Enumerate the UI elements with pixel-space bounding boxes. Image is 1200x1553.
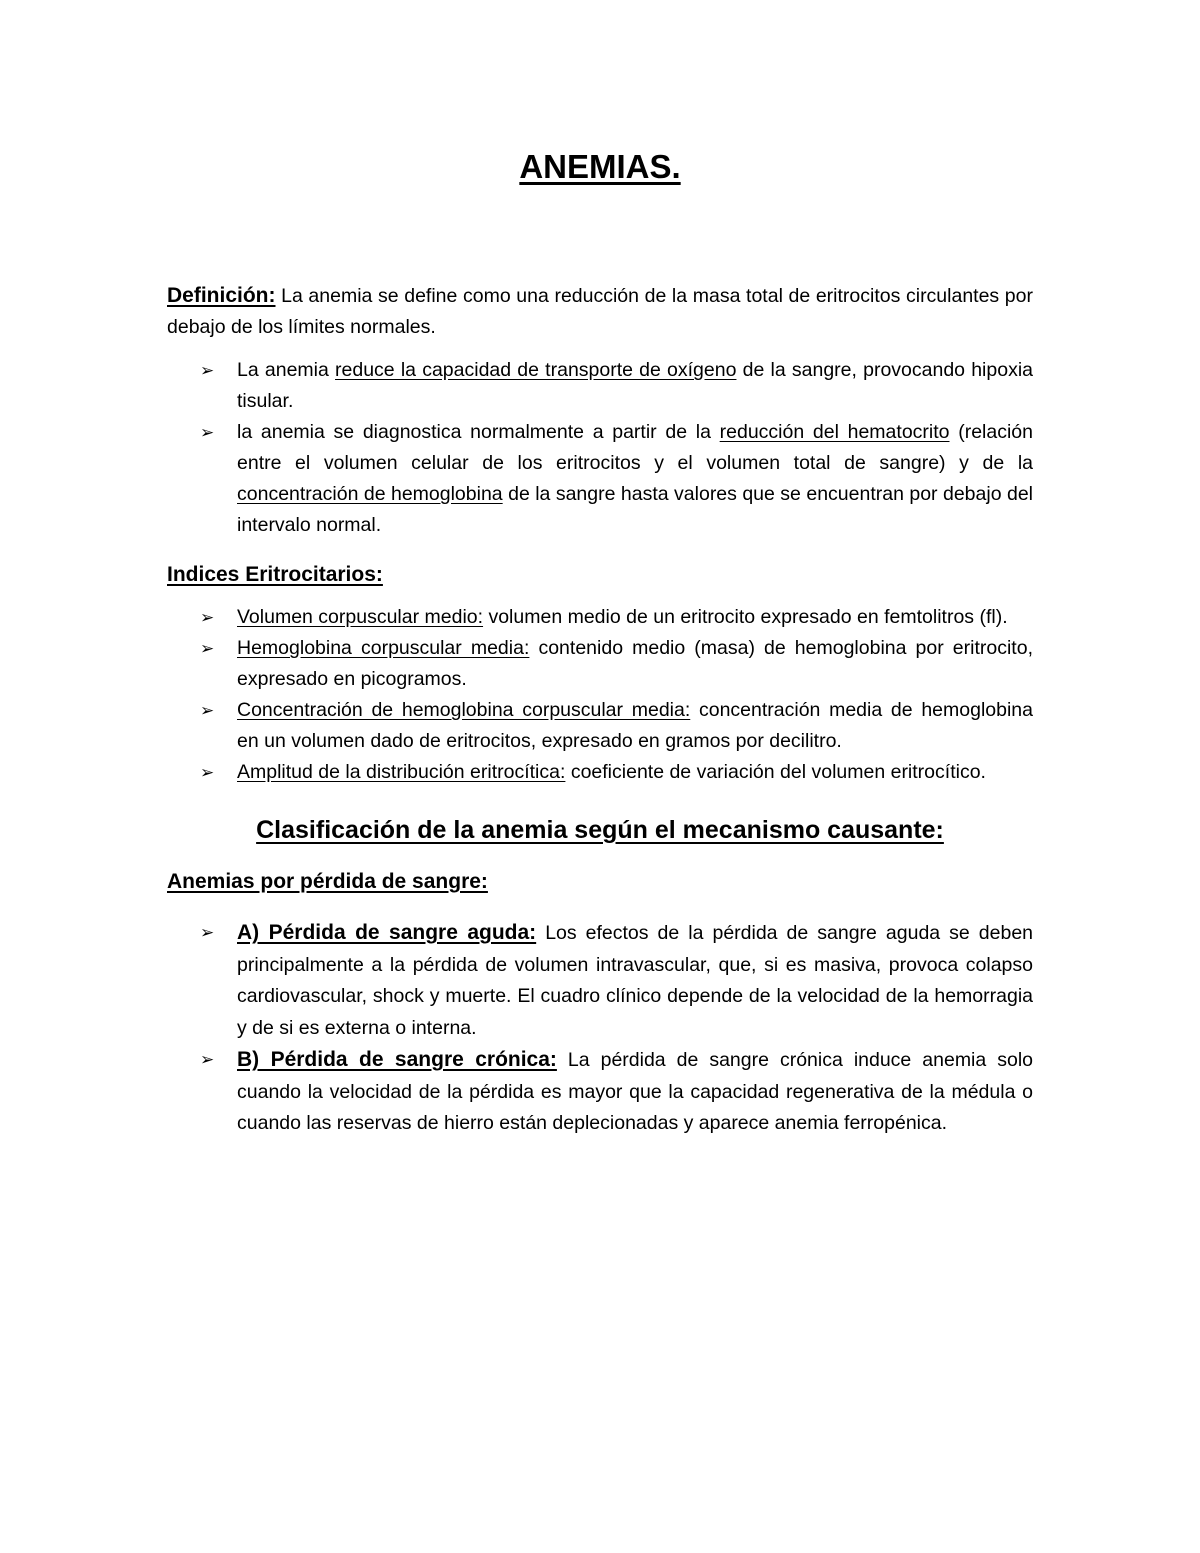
index-term: Hemoglobina corpuscular media:	[237, 637, 530, 659]
list-item	[167, 633, 1033, 695]
bullet-underlined-text: concentración de hemoglobina	[237, 483, 503, 505]
page-title: ANEMIAS.	[519, 148, 681, 185]
blood-loss-type-label: B) Pérdida de sangre crónica:	[237, 1048, 557, 1071]
bullet-text: de la sangre, provocando hipoxia tisular.	[237, 359, 1034, 412]
index-description: coeficiente de variación del volumen eritrocítico.	[565, 761, 986, 783]
index-description: contenido medio (masa) de hemoglobina por eritrocito, expresado en picogramos.	[237, 637, 1033, 690]
index-term: Volumen corpuscular medio:	[237, 606, 484, 628]
indices-heading: Indices Eritrocitarios:	[167, 563, 383, 586]
arrow-bullet-icon: ➢	[200, 608, 215, 627]
list-item	[167, 417, 1033, 541]
bullet-underlined-text: reducción del hematocrito	[719, 421, 950, 443]
index-term: Concentración de hemoglobina corpuscular media:	[237, 699, 691, 721]
arrow-bullet-icon: ➢	[200, 423, 215, 442]
list-item	[167, 1044, 1033, 1140]
classification-heading: Clasificación de la anemia según el mecanismo causante:	[256, 816, 944, 844]
definition-label: Definición:	[167, 284, 276, 307]
bullet-text: (relación entre el volumen celular de los eritrocitos y el volumen total de sangre) y de la	[237, 421, 1033, 474]
blood-loss-type-label: A) Pérdida de sangre aguda:	[237, 921, 537, 944]
arrow-bullet-icon: ➢	[200, 763, 215, 782]
list-item	[167, 695, 1033, 757]
indices-list	[167, 602, 1033, 788]
index-term: Amplitud de la distribución eritrocítica:	[237, 761, 566, 783]
arrow-bullet-icon: ➢	[200, 639, 215, 658]
document-content	[167, 145, 1033, 1140]
list-item	[167, 355, 1033, 417]
blood-loss-list	[167, 917, 1033, 1140]
definition-bullet-list	[167, 355, 1033, 541]
definition-paragraph	[167, 280, 1033, 343]
list-item	[167, 602, 1033, 633]
blood-loss-subheading: Anemias por pérdida de sangre:	[167, 870, 488, 893]
index-description: volumen medio de un eritrocito expresado en femtolitros (fl).	[483, 606, 1008, 628]
blood-loss-description: Los efectos de la pérdida de sangre aguda se deben principalmente a la pérdida de volumen intravascular, que, si es masiva, provoca colapso cardiovascular, shock y muerte. El cuadro clínico depende de la velocidad de la hemorragia y de si es externa o interna.	[237, 922, 1034, 1039]
list-item	[167, 757, 1033, 788]
bullet-text: la anemia se diagnostica normalmente a partir de la	[237, 421, 720, 443]
bullet-underlined-text: reduce la capacidad de transporte de oxígeno	[335, 359, 737, 381]
arrow-bullet-icon: ➢	[200, 701, 215, 720]
bullet-text: La anemia	[237, 359, 336, 381]
list-item	[167, 917, 1033, 1044]
arrow-bullet-icon: ➢	[200, 1050, 215, 1069]
arrow-bullet-icon: ➢	[200, 361, 215, 380]
definition-text: La anemia se define como una reducción de la masa total de eritrocitos circulantes por debajo de los límites normales.	[167, 285, 1033, 338]
index-description: concentración media de hemoglobina en un volumen dado de eritrocitos, expresado en gramos por decilitro.	[237, 699, 1033, 752]
arrow-bullet-icon: ➢	[200, 923, 215, 942]
bullet-text: de la sangre hasta valores que se encuentran por debajo del intervalo normal.	[237, 483, 1033, 536]
blood-loss-description: La pérdida de sangre crónica induce anemia solo cuando la velocidad de la pérdida es mayor que la capacidad regenerativa de la médula o cuando las reservas de hierro están deplecionadas y aparece anemia ferropénica.	[237, 1049, 1034, 1134]
